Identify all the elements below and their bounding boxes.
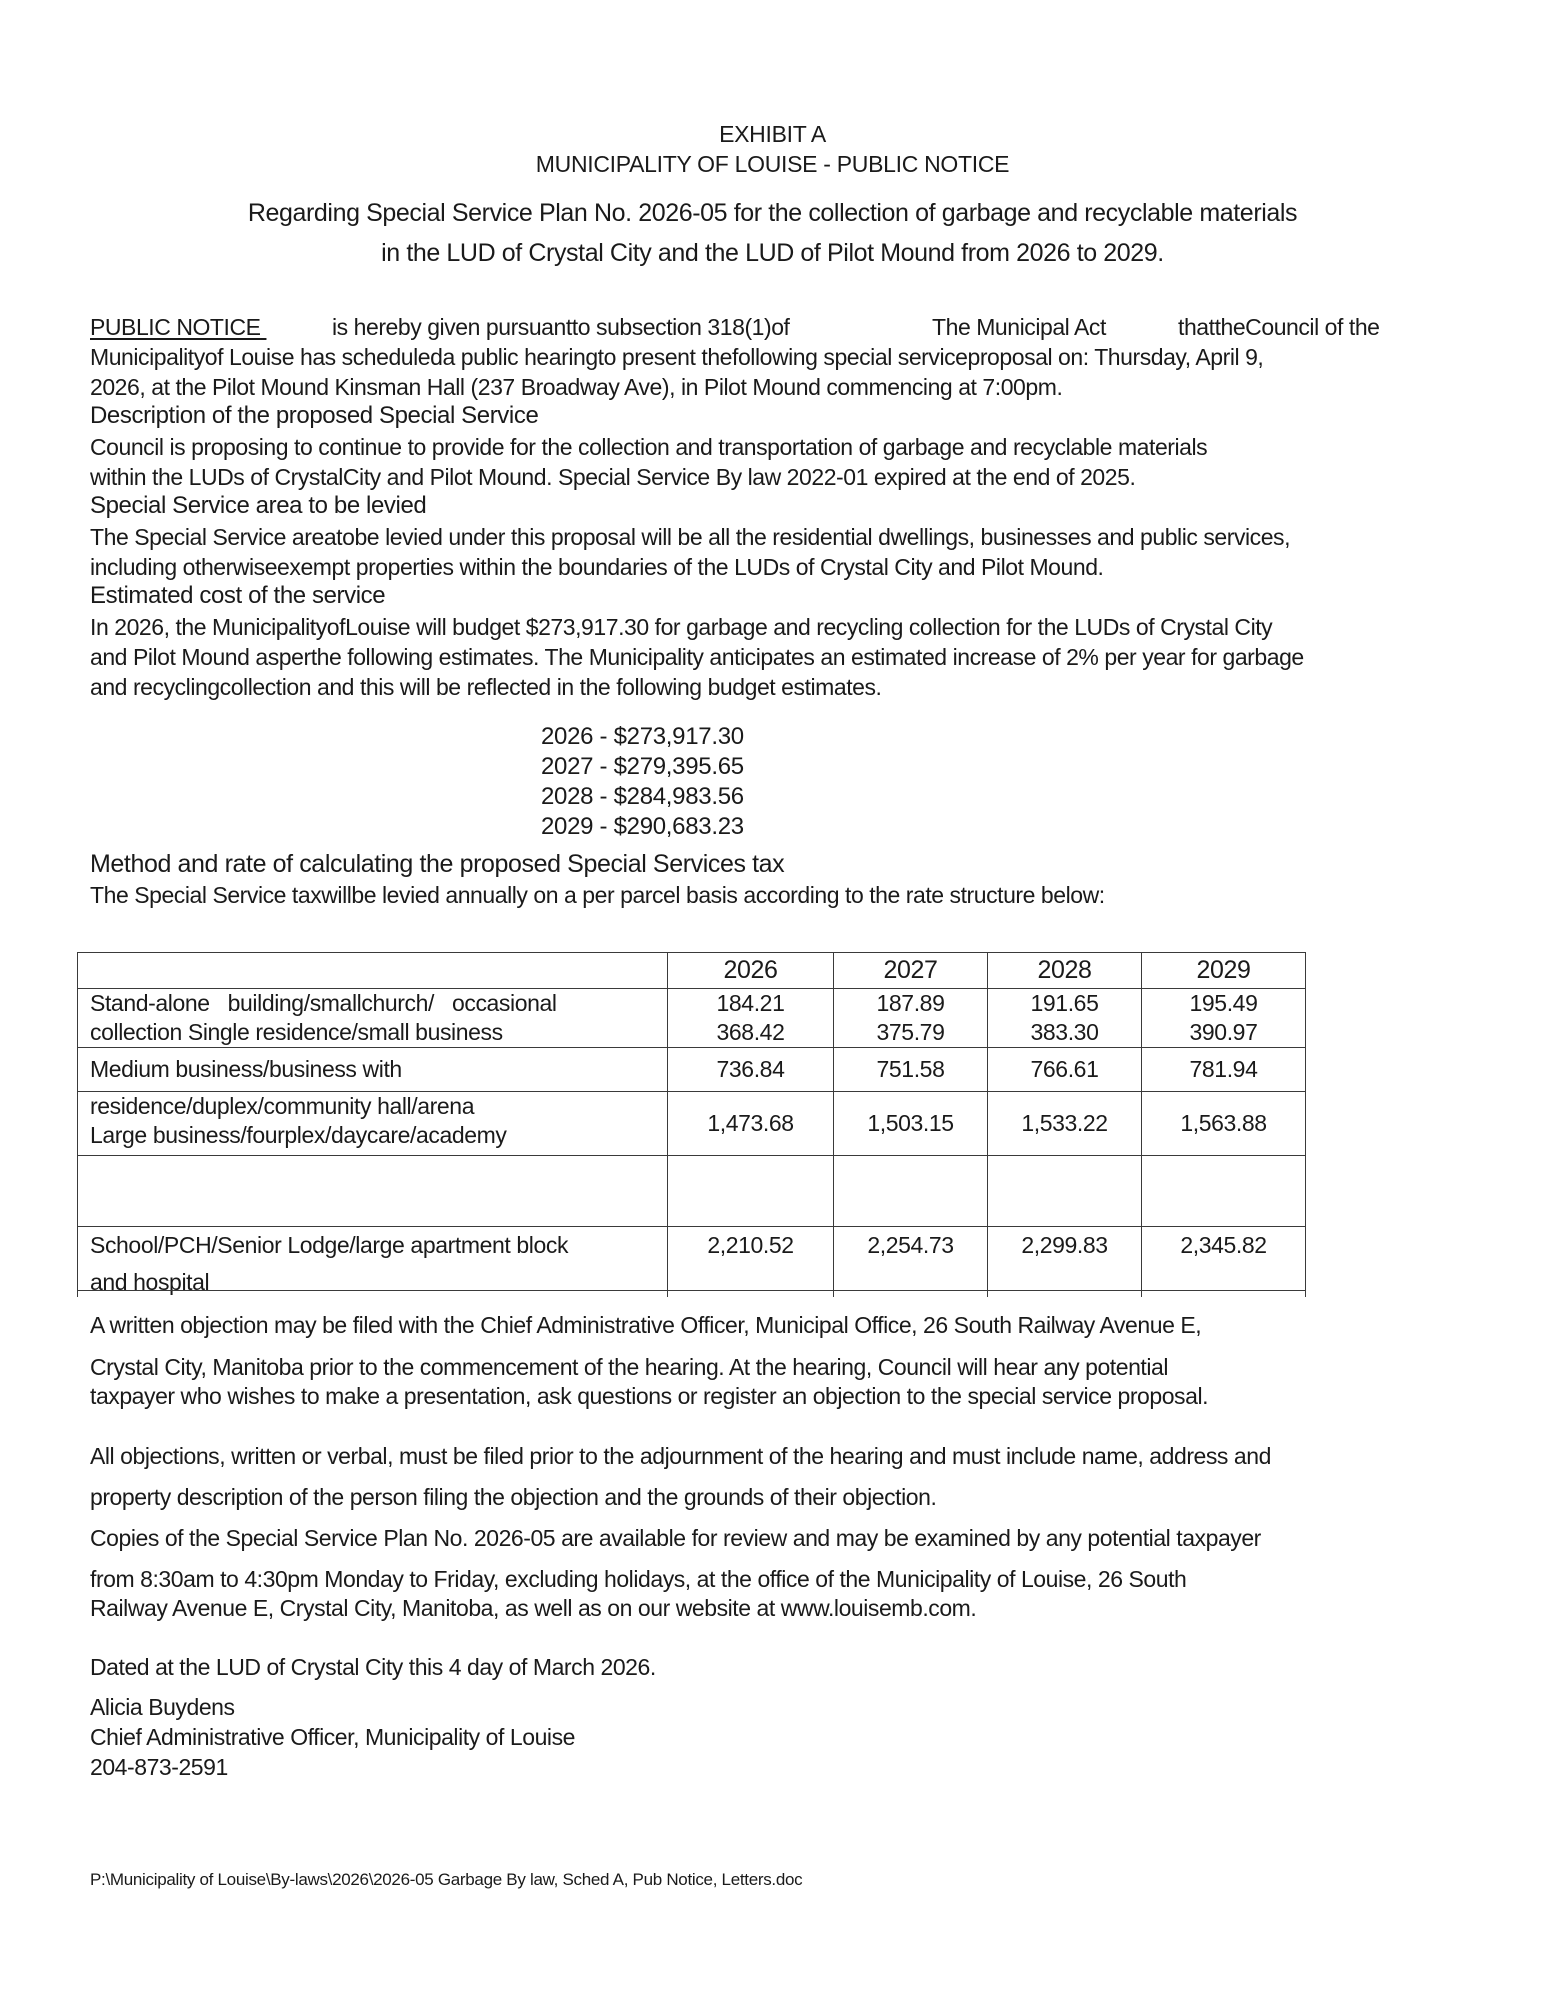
table-header-2026: 2026 (668, 953, 834, 989)
table-header-blank (78, 953, 668, 989)
table-bottom-border (77, 1290, 1305, 1291)
document-title: MUNICIPALITY OF LOUISE - PUBLIC NOTICE (535, 151, 1010, 177)
municipal-act-reference: The Municipal Act (932, 314, 1106, 340)
description-heading: Description of the proposed Special Service (90, 402, 539, 429)
area-line-1: The Special Service areatobe levied under this proposal will be all the residential dwellings, businesses and public services, (90, 524, 1291, 550)
budget-estimate-2028: 2028 - $284,983.56 (541, 783, 744, 810)
rate-cell (1142, 989, 1306, 1048)
rate-value: 1,473.68 (668, 1092, 834, 1156)
rate-category (78, 1227, 668, 1298)
all-objections-line-2: property description of the person filing the objection and the grounds of their objection. (90, 1484, 937, 1510)
rate-value (668, 1156, 834, 1227)
rate-cell (834, 989, 988, 1048)
exhibit-label: EXHIBIT A (719, 121, 826, 147)
table-header-2027: 2027 (834, 953, 988, 989)
public-notice-label: PUBLIC NOTICE (90, 314, 261, 340)
table-header-2029: 2029 (1142, 953, 1306, 989)
rate-category-line-1: residence/duplex/community hall/arena (90, 1093, 475, 1119)
objection-line-3: taxpayer who wishes to make a presentation, ask questions or register an objection to the special service proposal. (90, 1383, 1209, 1409)
all-objections-line-1: All objections, written or verbal, must be filed prior to the adjournment of the hearing and must include name, address and (90, 1443, 1271, 1469)
budget-estimate-2027: 2027 - $279,395.65 (541, 753, 744, 780)
cost-line-3: and recyclingcollection and this will be reflected in the following budget estimates. (90, 674, 882, 700)
objection-line-1: A written objection may be filed with the Chief Administrative Officer, Municipal Office, 26 South Railway Avenue E, (90, 1312, 1202, 1338)
method-line: The Special Service taxwillbe levied annually on a per parcel basis according to the rate structure below: (90, 882, 1105, 908)
copies-line-1: Copies of the Special Service Plan No. 2026-05 are available for review and may be examined by any potential taxpayer (90, 1525, 1261, 1551)
rate-cell (988, 989, 1142, 1048)
objection-line-2: Crystal City, Manitoba prior to the commencement of the hearing. At the hearing, Council will hear any potential (90, 1354, 1169, 1380)
area-line-2: including otherwiseexempt properties within the boundaries of the LUDs of Crystal City and Pilot Mound. (90, 554, 1104, 580)
rate-value: 736.84 (668, 1048, 834, 1092)
rate-value: 375.79 (876, 1019, 945, 1045)
signatory-title: Chief Administrative Officer, Municipality of Louise (90, 1724, 575, 1750)
signatory-phone: 204-873-2591 (90, 1754, 228, 1780)
rate-value: 191.65 (1030, 990, 1099, 1016)
rate-value: 1,563.88 (1142, 1092, 1306, 1156)
table-row-empty (78, 1156, 1306, 1227)
copies-line-3: Railway Avenue E, Crystal City, Manitoba, as well as on our website at www.louisemb.com. (90, 1595, 977, 1621)
rate-value: 751.58 (834, 1048, 988, 1092)
rate-category (78, 989, 668, 1048)
table-header-row (78, 953, 1306, 989)
rate-category-line-2: Large business/fourplex/daycare/academy (90, 1122, 507, 1148)
method-heading: Method and rate of calculating the proposed Special Services tax (90, 850, 785, 878)
rate-category (78, 1156, 668, 1227)
area-heading: Special Service area to be levied (90, 492, 427, 519)
rate-category-line-1: School/PCH/Senior Lodge/large apartment block (90, 1232, 569, 1258)
rate-value: 2,345.82 (1142, 1227, 1306, 1298)
public-notice-lead (90, 312, 291, 342)
rate-category-line-1: Stand-alone building/smallchurch/ occasional (90, 990, 557, 1016)
underline-filler (261, 312, 291, 342)
rate-value: 781.94 (1142, 1048, 1306, 1092)
description-line-1: Council is proposing to continue to provide for the collection and transportation of garbage and recyclable materials (90, 434, 1208, 460)
rate-value: 766.61 (988, 1048, 1142, 1092)
cost-line-1: In 2026, the MunicipalityofLouise will budget $273,917.30 for garbage and recycling collection for the LUDs of Crystal City (90, 614, 1273, 640)
rate-value: 390.97 (1189, 1019, 1258, 1045)
subject-line-1: Regarding Special Service Plan No. 2026-05 for the collection of garbage and recyclable materials (247, 199, 1298, 227)
rate-value: 2,254.73 (834, 1227, 988, 1298)
budget-estimate-2029: 2029 - $290,683.23 (541, 813, 744, 840)
signatory-name: Alicia Buydens (90, 1694, 235, 1720)
rate-category-line-2: and hospital (90, 1269, 210, 1295)
subject-line-2: in the LUD of Crystal City and the LUD of Pilot Mound from 2026 to 2029. (381, 239, 1164, 267)
rate-value: 184.21 (716, 990, 785, 1016)
notice-text-a: is hereby given pursuantto subsection 318(1)of (332, 314, 790, 340)
table-row (78, 1092, 1306, 1156)
rate-value: 1,503.15 (834, 1092, 988, 1156)
rate-category (78, 1092, 668, 1156)
rate-value (1142, 1156, 1306, 1227)
rate-value: 2,299.83 (988, 1227, 1142, 1298)
rate-value: 383.30 (1030, 1019, 1099, 1045)
rate-table (77, 952, 1306, 1297)
table-row (78, 1227, 1306, 1298)
rate-category: Medium business/business with (78, 1048, 668, 1092)
table-header-2028: 2028 (988, 953, 1142, 989)
rate-value: 1,533.22 (988, 1092, 1142, 1156)
dated-line: Dated at the LUD of Crystal City this 4 day of March 2026. (90, 1654, 656, 1680)
rate-value (988, 1156, 1142, 1227)
notice-line-2: Municipalityof Louise has scheduleda public hearingto present thefollowing special serviceproposal on: Thursday, April 9, (90, 344, 1264, 370)
rate-cell (668, 989, 834, 1048)
table-row (78, 1048, 1306, 1092)
description-line-2: within the LUDs of CrystalCity and Pilot Mound. Special Service By law 2022-01 expired at the end of 2025. (90, 464, 1136, 490)
rate-value: 2,210.52 (668, 1227, 834, 1298)
rate-value (834, 1156, 988, 1227)
rate-value: 187.89 (876, 990, 945, 1016)
budget-estimate-2026: 2026 - $273,917.30 (541, 723, 744, 750)
notice-text-b: thattheCouncil of the (1178, 314, 1380, 340)
rate-value: 368.42 (716, 1019, 785, 1045)
notice-line-3: 2026, at the Pilot Mound Kinsman Hall (237 Broadway Ave), in Pilot Mound commencing at 7:00pm. (90, 374, 1063, 400)
file-path-footer: P:\Municipality of Louise\By-laws\2026\2026-05 Garbage By law, Sched A, Pub Notice, Letters.doc (90, 1870, 803, 1889)
rate-value: 195.49 (1189, 990, 1258, 1016)
rate-category-line-2: collection Single residence/small business (90, 1019, 503, 1045)
table-row (78, 989, 1306, 1048)
copies-line-2: from 8:30am to 4:30pm Monday to Friday, excluding holidays, at the office of the Municipality of Louise, 26 South (90, 1566, 1187, 1592)
cost-heading: Estimated cost of the service (90, 582, 386, 609)
cost-line-2: and Pilot Mound asperthe following estimates. The Municipality anticipates an estimated increase of 2% per year for garbage (90, 644, 1304, 670)
